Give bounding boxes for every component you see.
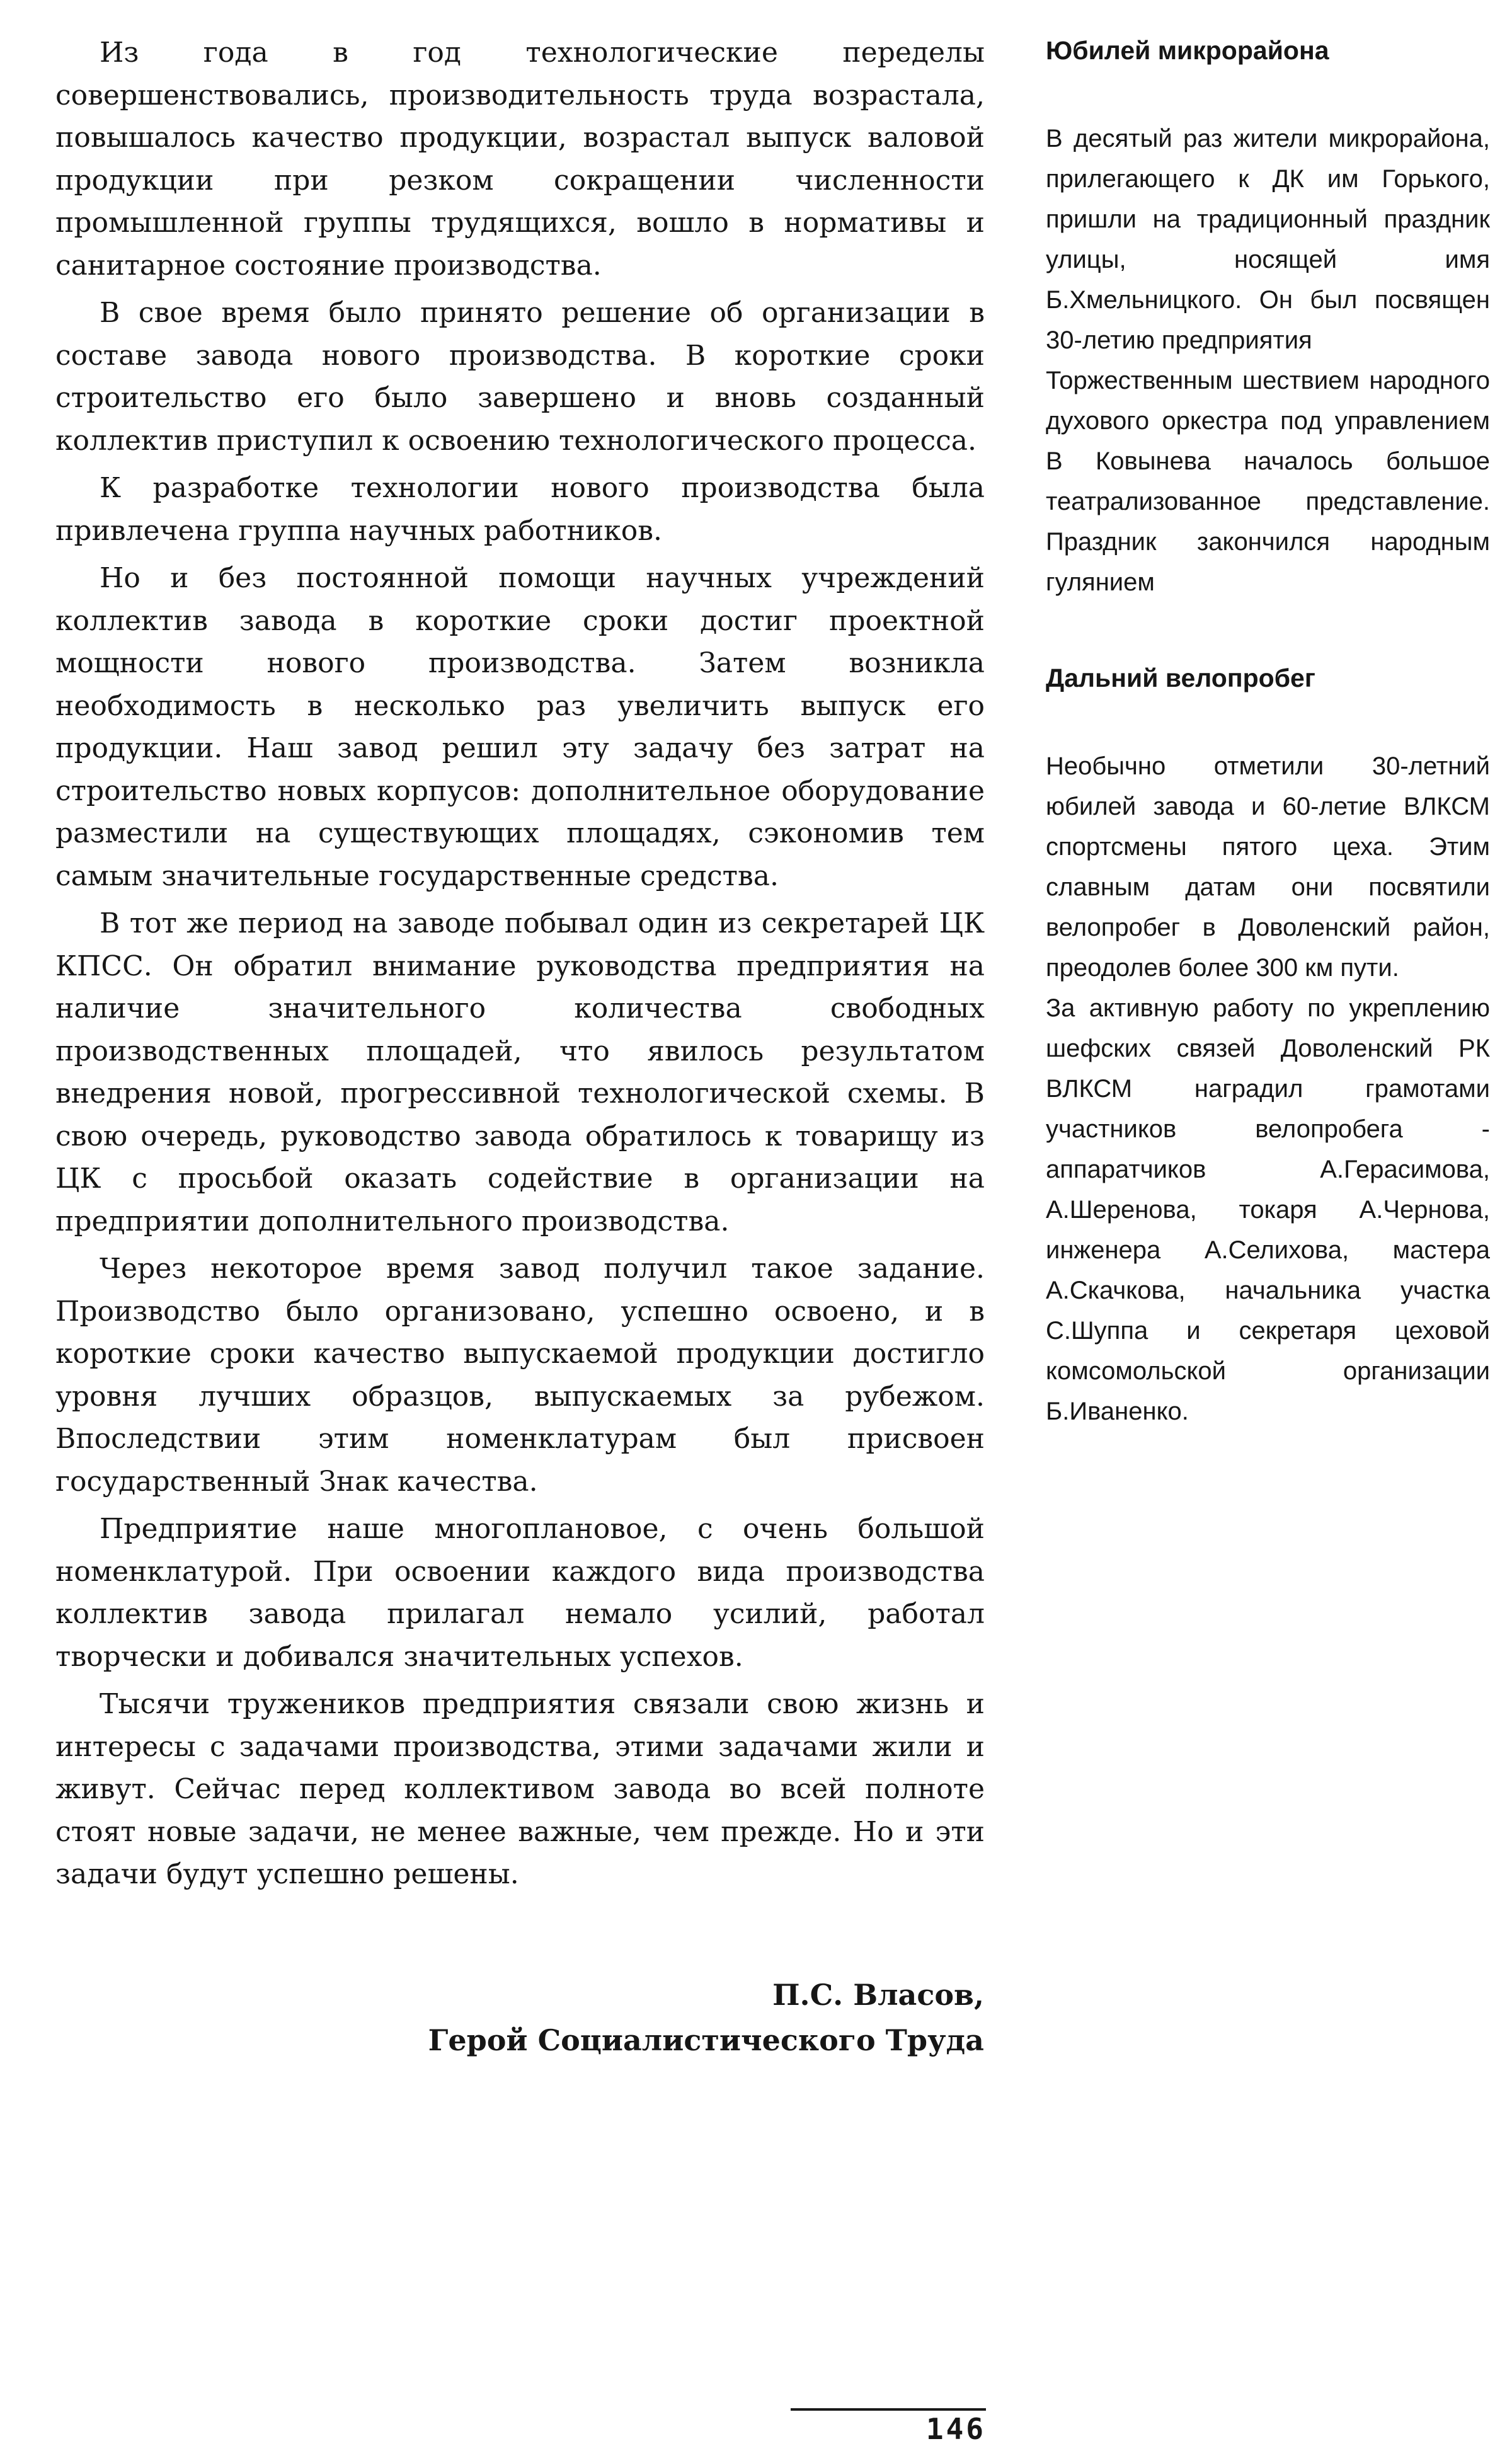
- author-signature: [428, 1972, 984, 2063]
- sidebar-column: [1046, 32, 1490, 1488]
- sidebar-section-anniversary: [1046, 32, 1490, 602]
- article-paragraph: Но и без постоянной помощи научных учреждений коллектив завода в короткие сроки достиг проектной мощности нового производства. Затем возникла необходимость в несколько раз увеличить выпуск его продукции. Наш завод решил эту задачу без затрат на строительство новых корпусов: дополнительное оборудование разместили на существующих площадях, сэкономив тем самым значительные государственные средства.: [55, 562, 985, 892]
- article-paragraph: Через некоторое время завод получил такое задание. Производство было организовано, успешно освоено, и в короткие сроки качество выпускаемой продукции достигло уровня лучших образцов, выпускаемых за рубежом. Впоследствии этим номенклатурам был присвоен государственный Знак качества.: [55, 1253, 985, 1498]
- article-paragraph: Предприятие наше многоплановое, с очень большой номенклатурой. При освоении каждого вида производства коллектив завода прилагал немало усилий, работал творчески и добивался значительных успехов.: [55, 1513, 985, 1673]
- article-paragraph: В тот же период на заводе побывал один из секретарей ЦК КПСС. Он обратил внимание руководства предприятия на наличие значительного количества свободных производственных площадей, что явилось результатом внедрения новой, прогрессивной технологической схемы. В свою очередь, руководство завода обратилось к товарищу из ЦК с просьбой оказать содействие в организации на предприятии дополнительного производства.: [55, 907, 985, 1237]
- article-paragraph: К разработке технологии нового производства была привлечена группа научных работников.: [55, 472, 985, 547]
- sidebar-section-bike-ride: [1046, 659, 1490, 1432]
- section-heading: Дальний велопробег: [1046, 663, 1315, 692]
- page-number: 146: [925, 2412, 986, 2446]
- section-heading: Юбилей микрорайона: [1046, 36, 1329, 65]
- author-name: П.С. Власов,: [772, 1978, 984, 2012]
- article-paragraph: Тысячи тружеников предприятия связали свою жизнь и интересы с задачами производства, этими задачами жили и живут. Сейчас перед коллективом завода во всей полноте стоят новые задачи, не менее важные, чем прежде. Но и эти задачи будут успешно решены.: [55, 1688, 985, 1890]
- section-paragraph: Необычно отметили 30-летний юбилей завода и 60-летие ВЛКСМ спортсмены пятого цеха. Этим славным датам они посвятили велопробег в Доволенский район, преодолев более 300 км пути.: [1046, 752, 1490, 982]
- article-paragraph: Из года в год технологические переделы совершенствовались, производительность труда возрастала, повышалось качество продукции, возрастал выпуск валовой продукции при резком сокращении численности промышленной группы трудящихся, вошло в нормативы и санитарное состояние производства.: [55, 37, 985, 282]
- section-paragraph: Торжественным шествием народного духового оркестра под управлением В Ковынева началось большое театрализованное представление. Праздник закончился народным гулянием: [1046, 367, 1490, 596]
- section-paragraph: За активную работу по укреплению шефских связей Доволенский РК ВЛКСМ наградил грамотами участников велопробега - аппаратчиков А.Герасимова, А.Шеренова, токаря А.Чернова, инженера А.Селихова, мастера А.Скачкова, начальника участка С.Шуппа и секретаря цеховой комсомольской организации Б.Иваненко.: [1046, 994, 1490, 1425]
- author-title: Герой Социалистического Труда: [428, 2023, 984, 2057]
- section-paragraph: В десятый раз жители микрорайона, прилегающего к ДК им Горького, пришли на традиционный праздник улицы, носящей имя Б.Хмельницкого. Он был посвящен 30-летию предприятия: [1046, 125, 1490, 354]
- main-article: [55, 32, 985, 1901]
- page-number-rule: [791, 2408, 986, 2411]
- article-paragraph: В свое время было принято решение об организации в составе завода нового производства. В короткие сроки строительство его было завершено и вновь созданный коллектив приступил к освоению технологического процесса.: [55, 297, 985, 457]
